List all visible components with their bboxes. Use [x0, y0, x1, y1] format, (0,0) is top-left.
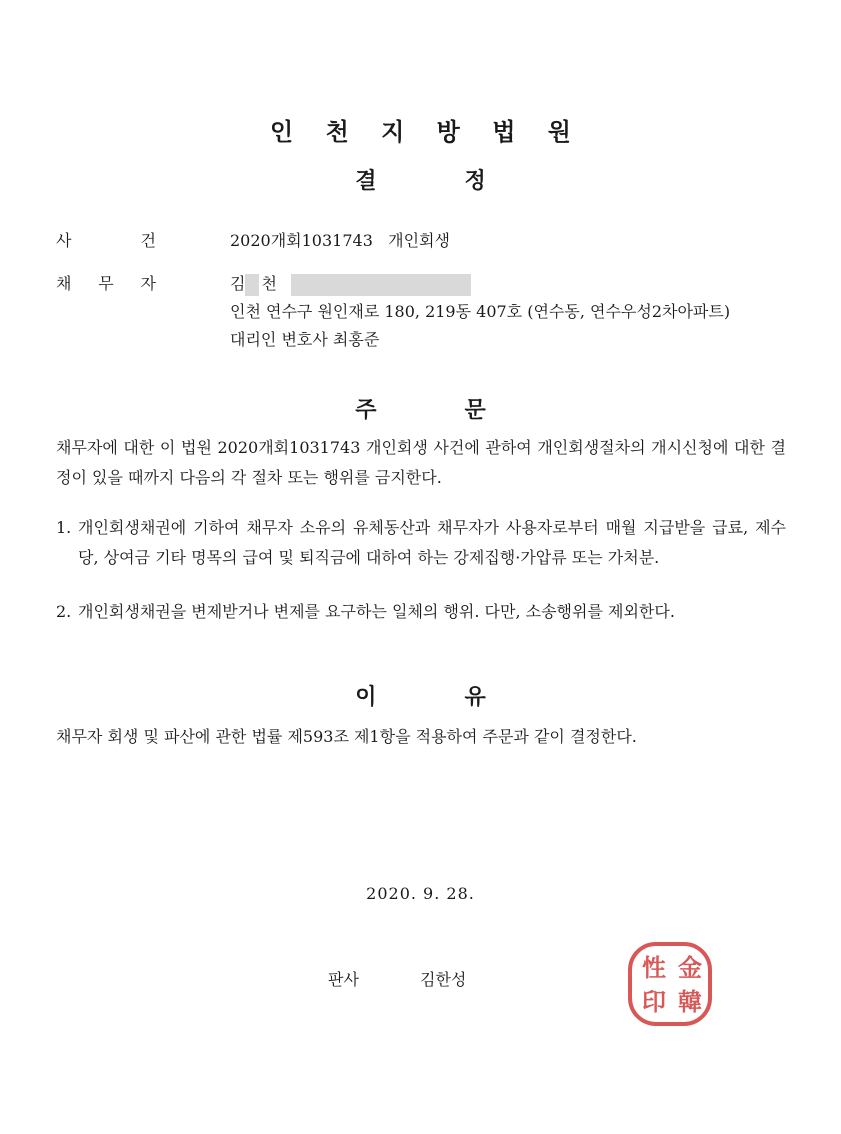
debtor-label-char: 자	[140, 274, 156, 293]
list-number: 1.	[56, 518, 72, 537]
debtor-label-char: 무	[98, 274, 114, 293]
list-text: 개인회생채권에 기하여 채무자 소유의 유체동산과 채무자가 사용자로부터 매월 지급받을 급료, 제수당, 상여금 기타 명목의 급여 및 퇴직금에 대하여 하는 강제집행·가압류 또는 가처분.	[78, 518, 786, 567]
reason-heading-char: 이	[355, 685, 377, 710]
list-text: 개인회생채권을 변제받거나 변제를 요구하는 일체의 행위. 다만, 소송행위를 제외한다.	[78, 602, 675, 621]
svg-text:韓: 韓	[678, 987, 702, 1016]
order-heading-char: 주	[355, 398, 377, 423]
order-paragraph: 채무자에 대한 이 법원 2020개회1031743 개인회생 사건에 관하여 개인회생절차의 개시신청에 대한 결정이 있을 때까지 다음의 각 절차 또는 행위를 금지한다.	[56, 438, 786, 487]
court-name: 인 천 지 방 법 원	[270, 118, 583, 146]
svg-text:性: 性	[642, 953, 666, 982]
svg-text:金: 金	[678, 953, 702, 982]
case-label-char: 건	[140, 231, 156, 250]
debtor-address: 인천 연수구 원인재로 180, 219동 407호 (연수동, 연수우성2차아파트)	[230, 302, 731, 321]
debtor-label	[56, 271, 156, 294]
debtor-name-part: 김	[230, 274, 246, 293]
reason-heading	[0, 680, 841, 711]
redaction-block	[291, 274, 471, 296]
order-item-2	[56, 597, 786, 627]
judge-title: 판사	[328, 970, 359, 989]
document-title	[0, 164, 841, 195]
order-heading-char: 문	[464, 398, 486, 423]
case-number: 2020개회1031743 개인회생	[230, 231, 450, 250]
case-label-char: 사	[56, 231, 72, 250]
order-item-1	[56, 513, 786, 573]
debtor-name-part: 천	[261, 274, 277, 293]
redaction-block	[245, 274, 259, 296]
debtor-agent: 대리인 변호사 최홍준	[230, 330, 380, 349]
debtor-label-char: 채	[56, 274, 72, 293]
judge-seal-icon	[624, 938, 716, 1030]
case-label	[56, 228, 156, 251]
reason-heading-char: 유	[464, 685, 486, 710]
list-number: 2.	[56, 602, 72, 621]
title-char-2: 정	[464, 169, 486, 194]
svg-text:印: 印	[642, 987, 666, 1016]
title-char-1: 결	[355, 169, 377, 194]
debtor-name	[230, 271, 471, 296]
judge-name: 김한성	[420, 970, 467, 989]
order-heading	[0, 393, 841, 424]
decision-date: 2020. 9. 28.	[366, 884, 475, 903]
reason-paragraph: 채무자 회생 및 파산에 관한 법률 제593조 제1항을 적용하여 주문과 같이 결정한다.	[56, 727, 637, 746]
